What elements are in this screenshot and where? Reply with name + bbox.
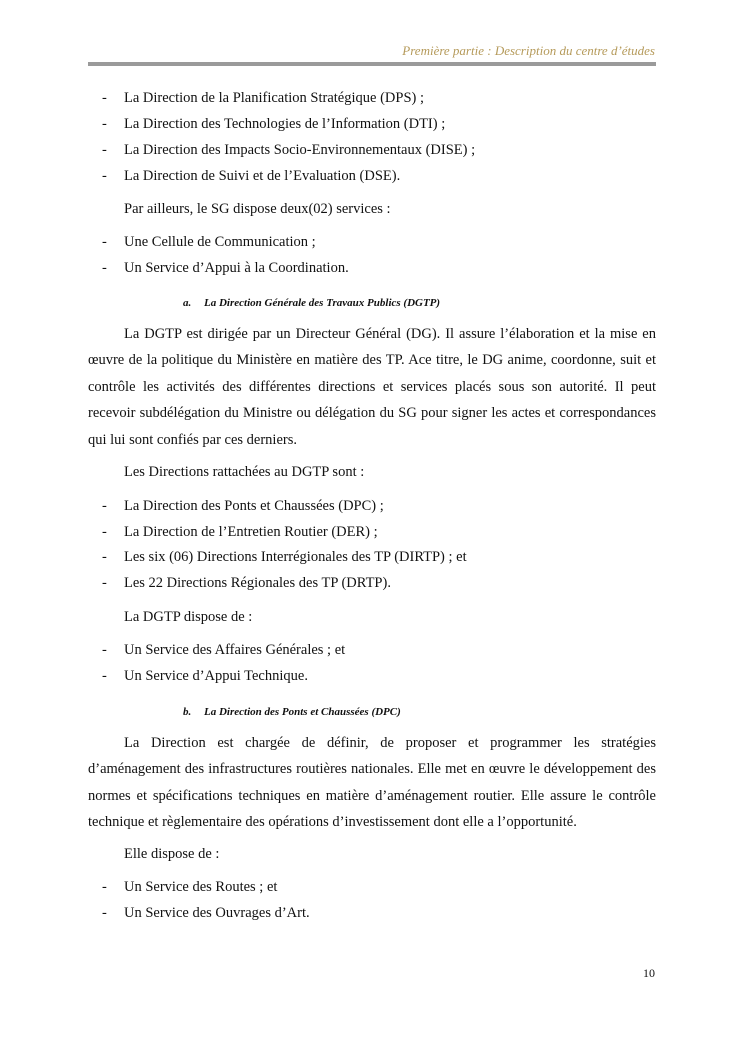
list-item: - Un Service des Routes ; et — [102, 879, 278, 895]
section-a-services-intro: La DGTP dispose de : — [124, 609, 253, 625]
bullet-dash: - — [102, 142, 107, 158]
section-b-paragraph: La Direction est chargée de définir, de proposer et programmer les stratégies d’aménagement des infrastructures routières nationales. Elle met en œuvre le développement des normes et spécifications techniques en matière d’aménagement routier. Elle assure le contrôle technique et règlementaire des opérations d’investissement dont elle a l’opportunité. — [88, 735, 656, 831]
list-item: - Les 22 Directions Régionales des TP (DRTP). — [102, 575, 391, 591]
list-item: - La Direction des Impacts Socio-Environnementaux (DISE) ; — [102, 142, 476, 158]
list-item: - Une Cellule de Communication ; — [102, 234, 316, 250]
bullet-dash: - — [102, 879, 107, 895]
bullet-dash: - — [102, 668, 107, 684]
list-item: - La Direction de l’Entretien Routier (DER) ; — [102, 524, 378, 540]
running-header: Première partie : Description du centre d’études — [402, 43, 655, 58]
page-number: 10 — [643, 966, 655, 980]
bullet-dash: - — [102, 549, 107, 565]
bullet-dash: - — [102, 168, 107, 184]
list-item: - Un Service d’Appui à la Coordination. — [102, 260, 349, 276]
list-item: - La Direction des Technologies de l’Information (DTI) ; — [102, 116, 446, 132]
bullet-dash: - — [102, 90, 107, 106]
bullet-dash: - — [102, 116, 107, 132]
section-a-directions-intro: Les Directions rattachées au DGTP sont : — [124, 464, 365, 480]
section-heading-a: a. La Direction Générale des Travaux Publics (DGTP) — [183, 297, 441, 309]
list-item: - La Direction de Suivi et de l’Evaluation (DSE). — [102, 168, 401, 184]
bullet-dash: - — [102, 575, 107, 591]
section-a-paragraph: La DGTP est dirigée par un Directeur Général (DG). Il assure l’élaboration et la mise en œuvre de la politique du Ministère en matière des TP. Ace titre, le DG anime, coordonne, suit et contrôle les activités des différentes directions et services placés sous son autorité. Il peut recevoir subdélégation du Ministre ou délégation du SG pour signer les actes et correspondances qui lui sont confiés par ces derniers. — [88, 326, 656, 448]
bullet-dash: - — [102, 905, 107, 921]
bullet-dash: - — [102, 524, 107, 540]
list-item: - Les six (06) Directions Interrégionales des TP (DIRTP) ; et — [102, 549, 467, 565]
bullet-dash: - — [102, 260, 107, 276]
list-item: - Un Service des Affaires Générales ; et — [102, 642, 346, 658]
bullet-dash: - — [102, 642, 107, 658]
section-heading-b: b. La Direction des Ponts et Chaussées (DPC) — [183, 706, 401, 718]
list-item: - La Direction des Ponts et Chaussées (DPC) ; — [102, 498, 384, 514]
list-item: - Un Service d’Appui Technique. — [102, 668, 308, 684]
header-rule — [88, 62, 656, 66]
list-item: - Un Service des Ouvrages d’Art. — [102, 905, 310, 921]
section-b-services-intro: Elle dispose de : — [124, 846, 220, 862]
list-item: - La Direction de la Planification Stratégique (DPS) ; — [102, 90, 424, 106]
bullet-dash: - — [102, 498, 107, 514]
bullet-dash: - — [102, 234, 107, 250]
sg-services-intro: Par ailleurs, le SG dispose deux(02) services : — [124, 201, 391, 217]
